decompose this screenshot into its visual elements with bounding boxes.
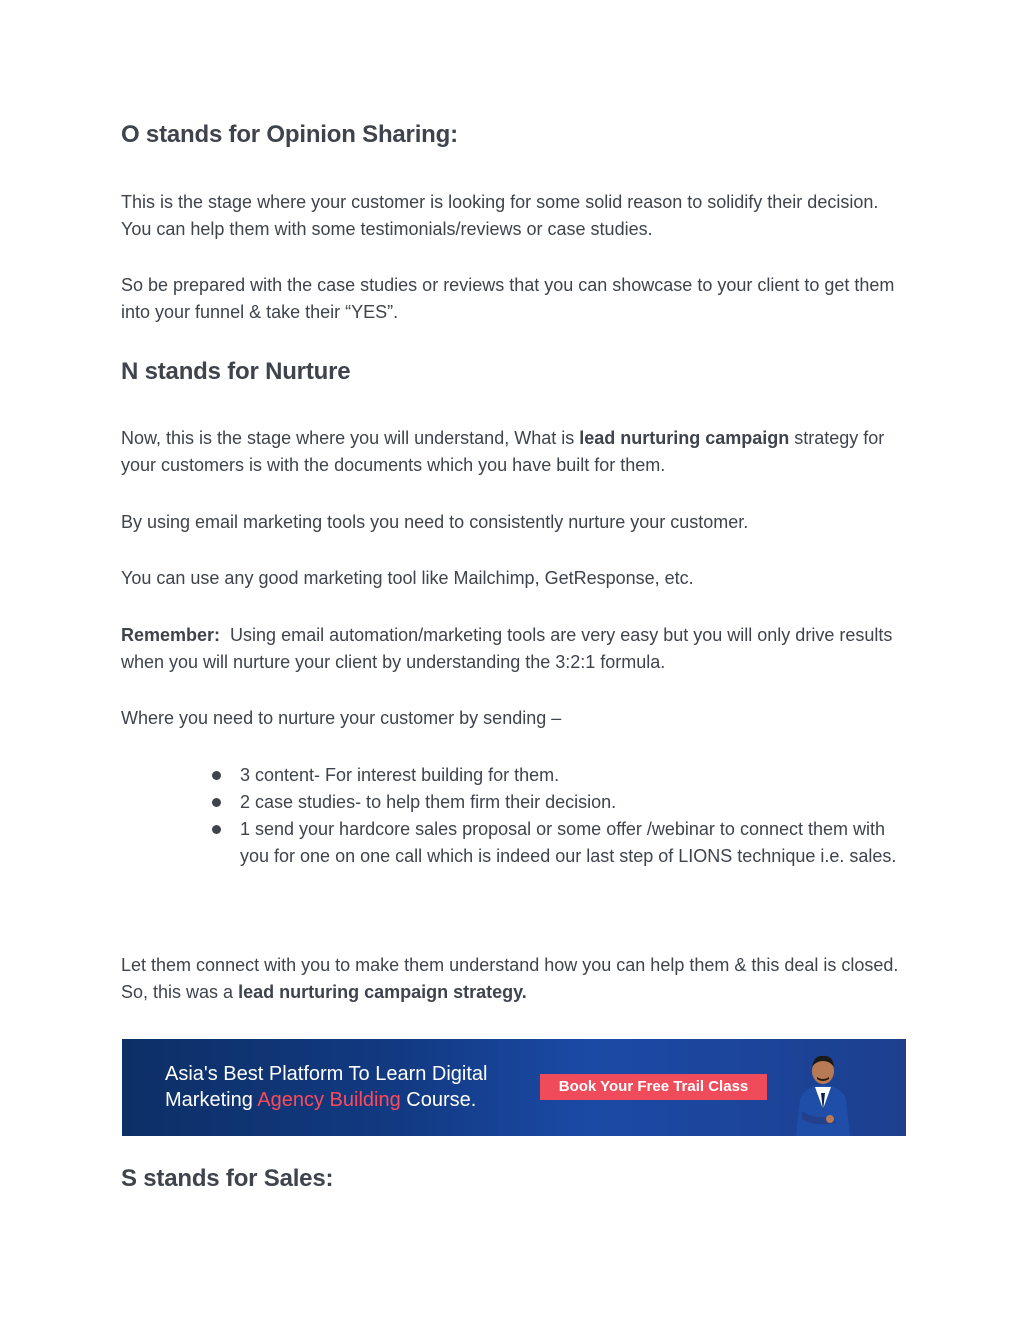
list-item-text: 1 send your hardcore sales proposal or some offer /webinar to connect them with you for one on one call which is indeed our last step of LIONS technique i.e. sales.: [240, 819, 897, 866]
heading-sales: S stands for Sales:: [121, 1165, 334, 1192]
paragraph-nurture-intro: [121, 425, 906, 479]
bold-lead-nurturing: lead nurturing campaign: [579, 428, 790, 448]
banner-headline: [165, 1061, 545, 1113]
presenter-photo: [790, 1049, 856, 1136]
remember-label: Remember:: [121, 625, 221, 645]
text-segment: Now, this is the stage where you will understand, What is: [121, 428, 580, 448]
list-item: [208, 816, 898, 870]
formula-bullet-list: [208, 762, 898, 870]
heading-nurture: N stands for Nurture: [121, 358, 351, 385]
course-promo-banner[interactable]: [122, 1039, 906, 1136]
paragraph-sending: Where you need to nurture your customer by sending –: [121, 708, 562, 728]
text-segment: Let them connect with you to make them understand how you can help them & this deal is closed. So, this was a: [121, 955, 899, 1002]
bold-strategy: lead nurturing campaign strategy.: [238, 982, 527, 1002]
book-free-trial-button[interactable]: Book Your Free Trail Class: [540, 1074, 767, 1100]
list-item: [208, 789, 898, 816]
remember-text: Using email automation/marketing tools are very easy but you will only drive results when you will nurture your client by understanding the 3:2:1 formula.: [121, 625, 898, 672]
heading-opinion-sharing: O stands for Opinion Sharing:: [121, 121, 458, 148]
banner-line-2: [165, 1087, 545, 1113]
banner-line-1: Asia's Best Platform To Learn Digital: [165, 1063, 488, 1085]
bullet-icon: [212, 798, 221, 807]
text-segment: Marketing: [165, 1089, 258, 1111]
bullet-icon: [212, 825, 221, 834]
paragraph-email-tools: By using email marketing tools you need to consistently nurture your customer.: [121, 512, 749, 532]
paragraph-closing: [121, 952, 906, 1006]
paragraph-opinion-intro: This is the stage where your customer is looking for some solid reason to solidify their decision. You can help them with some testimonials/reviews or case studies.: [121, 192, 879, 239]
paragraph-remember: [121, 622, 906, 676]
list-item: [208, 762, 898, 789]
bullet-icon: [212, 771, 221, 780]
text-segment: Course.: [400, 1089, 477, 1111]
paragraph-marketing-tool: You can use any good marketing tool like Mailchimp, GetResponse, etc.: [121, 568, 694, 588]
paragraph-opinion-prepare: So be prepared with the case studies or reviews that you can showcase to your client to get them into your funnel & take their “YES”.: [121, 275, 895, 322]
list-item-text: 3 content- For interest building for them.: [240, 765, 560, 785]
text-segment: strategy for your customers is with the documents which you have built for them.: [121, 428, 885, 475]
list-item-text: 2 case studies- to help them firm their decision.: [240, 792, 617, 812]
banner-accent-text: Agency Building: [257, 1089, 401, 1111]
